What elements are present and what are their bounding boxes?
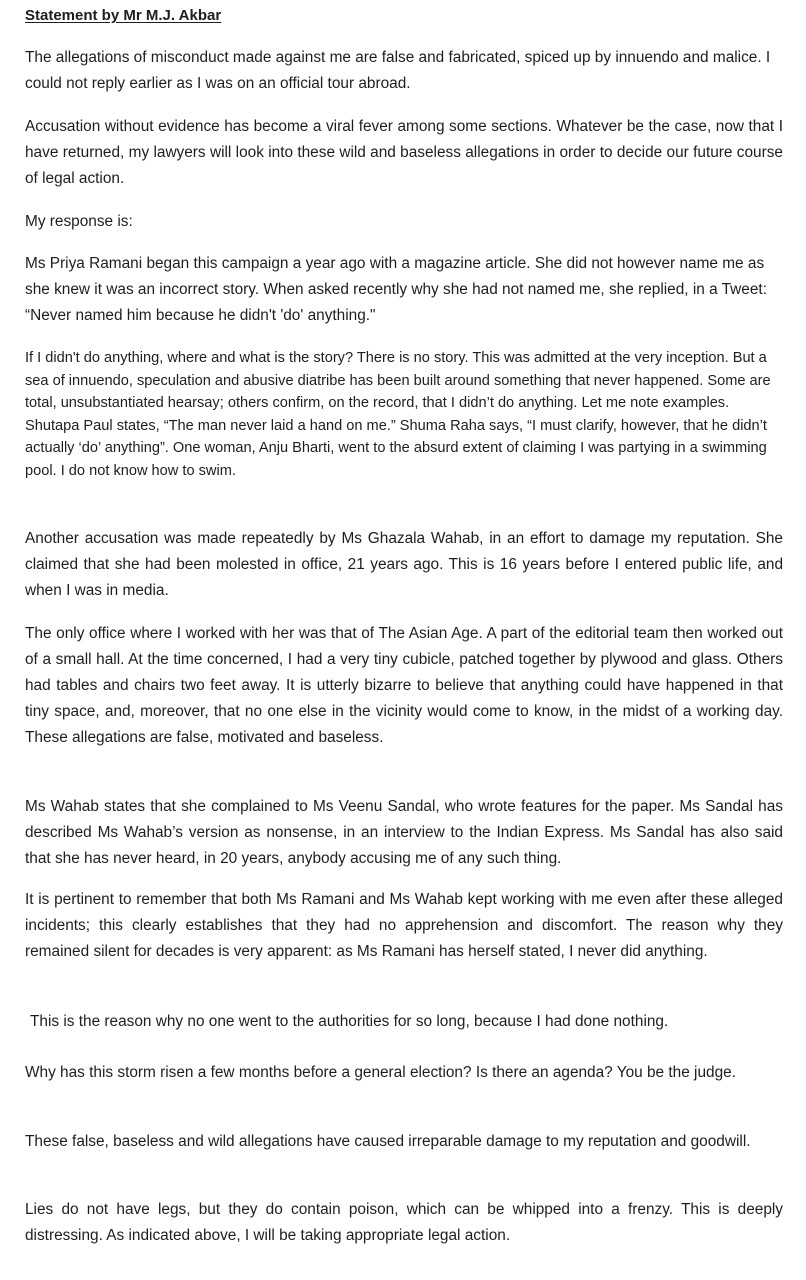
paragraph-accusation-without-evidence: Accusation without evidence has become a viral fever among some sections. Whatever be the case, now that I have returned, my lawyers will look into these wild and baseless allegations in order to decide our future course of legal action. [25,118,783,187]
paragraph-priya-ramani: Ms Priya Ramani began this campaign a year ago with a magazine article. She did not however name me as she knew it was an incorrect story. When asked recently why she had not named me, she replied, in a Tweet: “Never named him because he didn't 'do' anything." [25,255,767,324]
paragraph-asian-age-office: The only office where I worked with her was that of The Asian Age. A part of the editorial team then worked out of a small hall. At the time concerned, I had a very tiny cubicle, patched together by plywood and glass. Others had tables and chairs two feet away. It is utterly bizarre to believe that anything could have happened in that tiny space, and, moreover, that no one else in the vicinity would come to know, in the midst of a working day. These allegations are false, motivated and baseless. [25,625,783,746]
statement-title: Statement by Mr M.J. Akbar [25,7,222,24]
paragraph-kept-working: It is pertinent to remember that both Ms Ramani and Ms Wahab kept working with me even after these alleged incidents; this clearly establishes that they had no apprehension and discomfort. The reason why they remained silent for decades is very apparent: as Ms Ramani has herself stated, I never did anything. [25,891,783,960]
paragraph-ghazala-wahab: Another accusation was made repeatedly by Ms Ghazala Wahab, in an effort to damage my reputation. She claimed that she had been molested in office, 21 years ago. This is 16 years before I entered public life, and when I was in media. [25,530,783,599]
paragraph-veenu-sandal: Ms Wahab states that she complained to Ms Veenu Sandal, who wrote features for the paper. Ms Sandal has described Ms Wahab’s version as nonsense, in an interview to the Indian Express. Ms Sandal has also said that she has never heard, in 20 years, anybody accusing me of any such thing. [25,798,783,867]
paragraph-misconduct-denial: The allegations of misconduct made against me are false and fabricated, spiced up by innuendo and malice. I could not reply earlier as I was on an official tour abroad. [25,49,771,92]
paragraph-general-election: Why has this storm risen a few months before a general election? Is there an agenda? You be the judge. [25,1064,736,1081]
paragraph-reputation-damage: These false, baseless and wild allegations have caused irreparable damage to my reputation and goodwill. [25,1133,751,1150]
paragraph-no-story: If I didn't do anything, where and what is the story? There is no story. This was admitted at the very inception. But a sea of innuendo, speculation and abusive diatribe has been built around something that never happened. Some are total, unsubstantiated hearsay; others confirm, on the record, that I didn’t do anything. Let me note examples. Shutapa Paul states, “The man never laid a hand on me.” Shuma Raha says, “I must clarify, however, that he didn’t actually ‘do’ anything”. One woman, Anju Bharti, went to the absurd extent of claiming I was partying in a swimming pool. I do not know how to swim. [25,350,771,479]
paragraph-legal-action: Lies do not have legs, but they do contain poison, which can be whipped into a frenzy. This is deeply distressing. As indicated above, I will be taking appropriate legal action. [25,1201,783,1244]
paragraph-response-intro: My response is: [25,213,133,230]
paragraph-authorities: This is the reason why no one went to the authorities for so long, because I had done nothing. [30,1013,669,1030]
